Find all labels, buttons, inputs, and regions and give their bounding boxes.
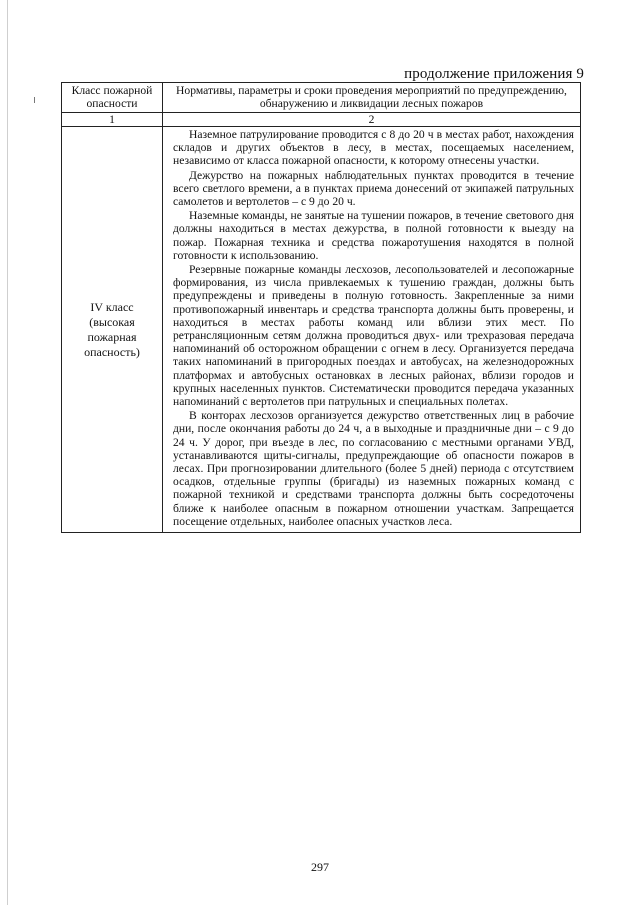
regulations-content-cell	[163, 127, 581, 533]
scan-margin-mark	[34, 97, 35, 103]
continuation-label: продолжение приложения 9	[404, 66, 584, 82]
table-header-row	[62, 83, 581, 113]
paragraph-ground-patrol: Наземное патрулирование проводится с 8 до 20 ч в местах работ, нахождения складов и других объектов в лесу, в местах, посещаемых населением, независимо от класса пожарной опасности, к которому отнесены участки.	[173, 128, 574, 168]
fire-class-line: пожарная	[87, 329, 137, 344]
header-regulations: Нормативы, параметры и сроки проведения мероприятий по предупреждению, обнаружению и ликвидации лесных пожаров	[163, 83, 581, 113]
paragraph-observation-posts: Дежурство на пожарных наблюдательных пунктах проводится в течение всего светлого времени, а в пунктах приема донесений от экипажей патрульных самолетов и вертолетов – с 9 до 20 ч.	[173, 168, 574, 209]
fire-class-line: (высокая	[89, 314, 135, 329]
fire-class-line: опасность)	[84, 344, 140, 359]
header-fire-danger-class: Класс пожарной опасности	[62, 83, 163, 113]
paragraph-reserve-teams: Резервные пожарные команды лесхозов, лесопользователей и лесопожарные формирования, из числа привлекаемых к тушению граждан, должны быть предупреждены и приведены в полную готовность. Закрепленные за ними противопожарный инвентарь и средства транспорта должны быть проверены, и находиться в местах работы команд или вблизи этих мест. По ретрансляционным сетям должна проводиться двух- или трехразовая передача напоминаний об осторожном обращении с огнем в лесу. Организуется передача таких напоминаний в пригородных поездах и автобусах, на железнодорожных платформах и автобусных остановках в лесных районах, вблизи городов и крупных населенных пунктов. Систематически проводится передача указанных напоминаний с вертолетов при патрульных и специальных полетах.	[173, 263, 574, 409]
scan-edge-line	[7, 0, 8, 905]
fire-class-line: IV класс	[90, 299, 134, 314]
fire-class-cell	[62, 127, 163, 533]
column-number-2: 2	[163, 113, 581, 127]
page-number: 297	[311, 860, 329, 874]
paragraph-forestry-offices: В конторах лесхозов организуется дежурство ответственных лиц в рабочие дни, после окончания работы до 24 ч, а в выходные и праздничные дни – с 9 до 24 ч. У дорог, при въезде в лес, по согласованию с местными органами УВД, устанавливаются щиты-сигналы, предупреждающие об опасности пожаров в лесах. При прогнозировании длительного (более 5 дней) периода с отсутствием осадков, отдельные группы (бригады) из наземных пожарных команд с пожарной техникой и средствами транспорта должны быть сосредоточены ближе к наиболее опасным в пожарном отношении участкам. Запрещается посещение отдельных, наиболее опасных участков леса.	[173, 409, 574, 528]
table-row	[62, 127, 581, 533]
column-number-1: 1	[62, 113, 163, 127]
column-numbers-row	[62, 113, 581, 127]
paragraph-ground-teams: Наземные команды, не занятые на тушении пожаров, в течение светового дня должны находиться в местах дежурства, в полной готовности к выезду на пожар. Пожарная техника и средства пожаротушения находятся в полной готовности к использованию.	[173, 209, 574, 262]
regulations-table	[61, 82, 581, 533]
